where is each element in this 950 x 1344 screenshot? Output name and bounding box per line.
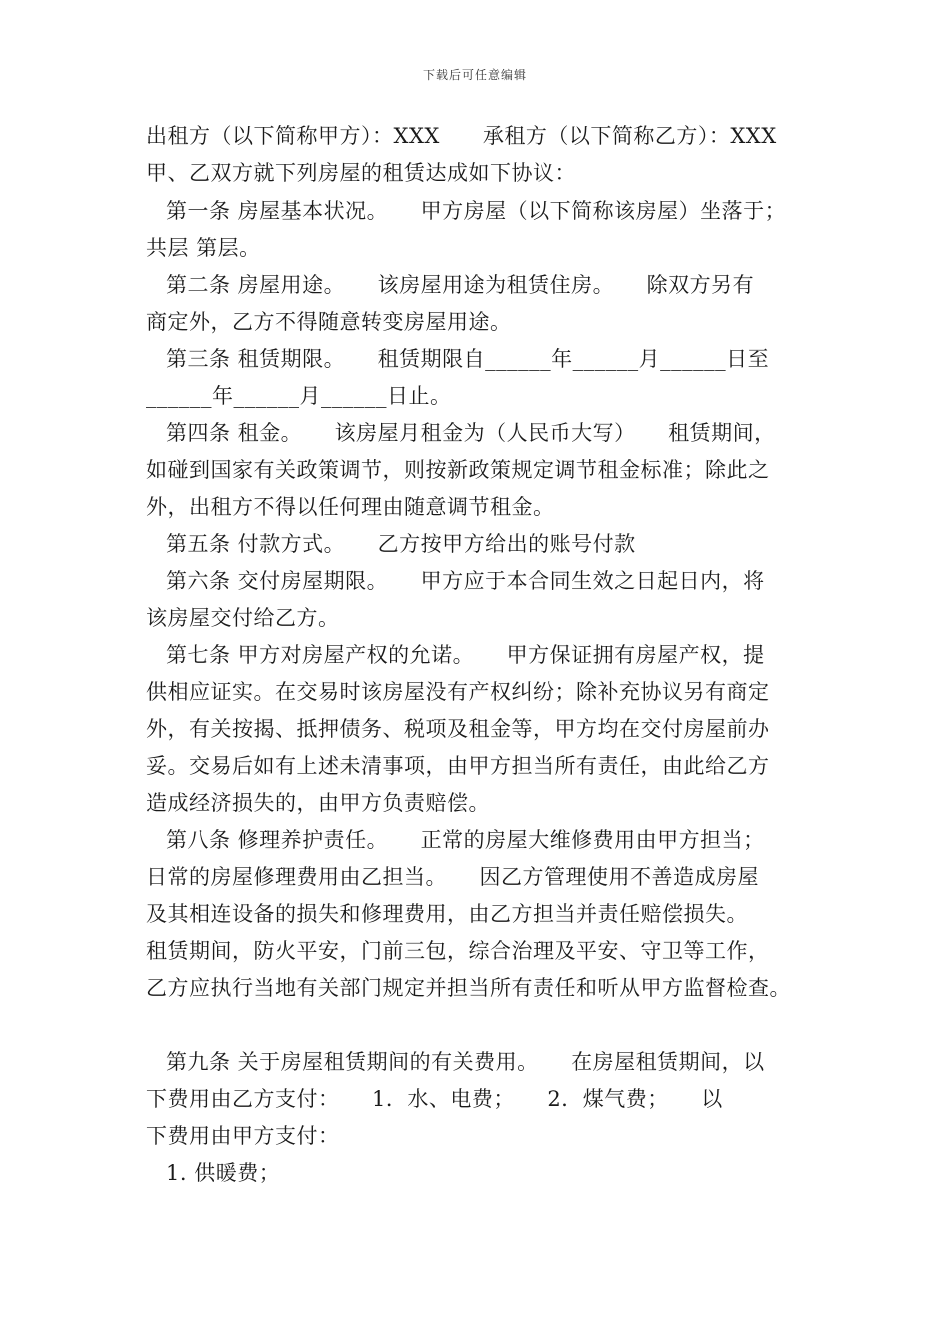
article-6-line-2: 该房屋交付给乙方。 <box>146 606 340 630</box>
article-7-line-4: 妥。交易后如有上述未清事项，由甲方担当所有责任，由此给乙方 <box>146 754 770 778</box>
article-3-line-2: ______年______月______日止。 <box>146 384 452 408</box>
article-4-line-2: 如碰到国家有关政策调节，则按新政策规定调节租金标准；除此之 <box>146 458 770 482</box>
article-7-line-3: 外，有关按揭、抵押债务、税项及租金等，甲方均在交付房屋前办 <box>146 717 770 741</box>
article-7-line-1: 第七条 甲方对房屋产权的允诺。 甲方保证拥有房屋产权，提 <box>166 643 765 667</box>
article-6-line-1: 第六条 交付房屋期限。 甲方应于本合同生效之日起日内，将 <box>166 569 765 593</box>
article-4-line-3: 外，出租方不得以任何理由随意调节租金。 <box>146 495 555 519</box>
agreement-intro-line: 甲、乙双方就下列房屋的租赁达成如下协议： <box>146 161 576 185</box>
article-3-line-1: 第三条 租赁期限。 租赁期限自______年______月______日至 <box>166 347 770 371</box>
article-9-line-1: 第九条 关于房屋租赁期间的有关费用。 在房屋租赁期间，以 <box>166 1050 765 1074</box>
article-5-line-1: 第五条 付款方式。 乙方按甲方给出的账号付款 <box>166 532 636 556</box>
article-4-line-1: 第四条 租金。 该房屋月租金为（人民币大写） 租赁期间， <box>166 421 776 445</box>
article-2-line-2: 商定外，乙方不得随意转变房屋用途。 <box>146 310 512 334</box>
article-7-line-5: 造成经济损失的，由甲方负责赔偿。 <box>146 791 490 815</box>
article-9-item-1: 1. 供暖费； <box>166 1161 281 1185</box>
article-8-line-2: 日常的房屋修理费用由乙担当。 因乙方管理使用不善造成房屋 <box>146 865 759 889</box>
article-9-line-2: 下费用由乙方支付： 1．水、电费； 2．煤气费； 以 <box>146 1087 723 1111</box>
article-8-line-3: 及其相连设备的损失和修理费用，由乙方担当并责任赔偿损失。 <box>146 902 748 926</box>
article-8-line-5: 乙方应执行当地有关部门规定并担当所有责任和听从甲方监督检查。 <box>146 976 791 1000</box>
article-1-line-2: 共层 第层。 <box>146 236 261 260</box>
parties-line: 出租方（以下简称甲方）：XXX 承租方（以下简称乙方）：XXX <box>146 124 777 148</box>
article-8-line-4: 租赁期间，防火平安，门前三包，综合治理及平安、守卫等工作， <box>146 939 770 963</box>
article-9-line-3: 下费用由甲方支付： <box>146 1124 340 1148</box>
article-7-line-2: 供相应证实。在交易时该房屋没有产权纠纷；除补充协议另有商定 <box>146 680 770 704</box>
page-header-note: 下载后可任意编辑 <box>422 68 527 82</box>
article-1-line-1: 第一条 房屋基本状况。 甲方房屋（以下简称该房屋）坐落于； <box>166 199 787 223</box>
article-8-line-1: 第八条 修理养护责任。 正常的房屋大维修费用由甲方担当； <box>166 828 765 852</box>
article-2-line-1: 第二条 房屋用途。 该房屋用途为租赁住房。 除双方另有 <box>166 273 755 297</box>
